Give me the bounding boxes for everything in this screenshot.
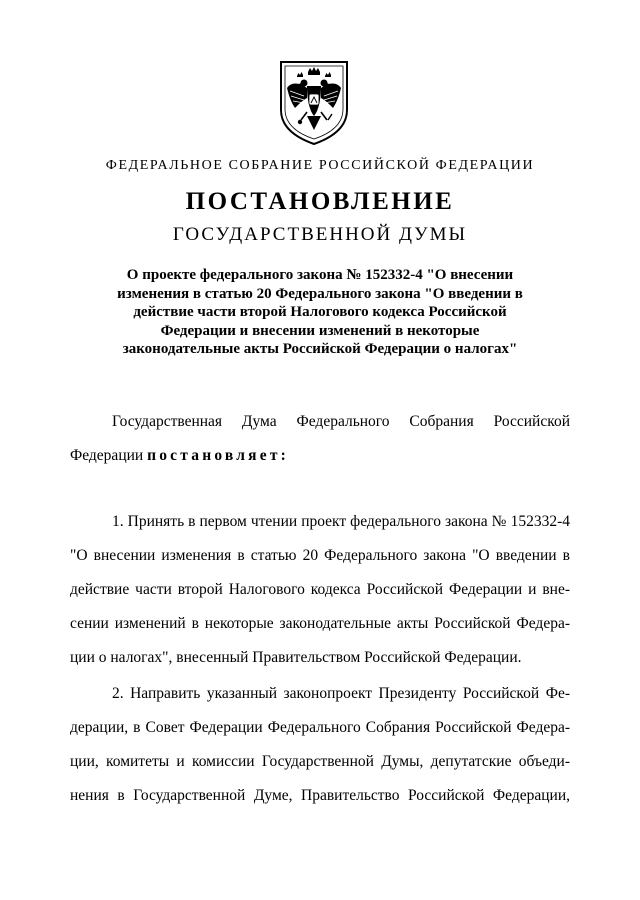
paragraph1-line: действие части второй Налогового кодекса Российской Федерации и вне- xyxy=(70,581,570,598)
paragraph2-line: ции, комитеты и комиссии Государственной Думы, депутатские объеди- xyxy=(70,753,570,770)
organization-name: ФЕДЕРАЛЬНОЕ СОБРАНИЕ РОССИЙСКОЙ ФЕДЕРАЦИИ xyxy=(105,158,535,173)
paragraph1-line: "О внесении изменения в статью 20 Федерального закона "О введении в xyxy=(70,547,570,564)
preamble-line xyxy=(70,446,570,466)
coat-of-arms-emblem xyxy=(277,58,351,146)
heading-line: Федерации и внесении изменений в некоторые xyxy=(160,322,480,339)
heading-line: изменения в статью 20 Федерального закона "О введении в xyxy=(117,285,523,302)
heading-line: действие части второй Налогового кодекса Российской xyxy=(133,304,507,320)
document-type: ПОСТАНОВЛЕНИЕ xyxy=(185,188,455,215)
paragraph1-line: 1. Принять в первом чтении проект федерального закона № 152332-4 xyxy=(112,513,570,530)
paragraph1-line: сении изменений в некоторые законодательные акты Российской Федера- xyxy=(70,615,570,632)
paragraph2-line: 2. Направить указанный законопроект Президенту Российской Фе- xyxy=(112,685,570,702)
paragraph2-line: дерации, в Совет Федерации Федерального Собрания Российской Федера- xyxy=(70,719,570,736)
preamble-text: Федерации xyxy=(70,447,144,464)
paragraph1-line: ции о налогах", внесенный Правительством Российской Федерации. xyxy=(70,649,522,666)
preamble-line: Государственная Дума Федерального Собрания Российской xyxy=(112,413,570,430)
heading-line: законодательные акты Российской Федерации о налогах" xyxy=(122,341,518,357)
document-issuer: ГОСУДАРСТВЕННОЙ ДУМЫ xyxy=(172,224,468,245)
resolution-heading xyxy=(96,266,544,359)
paragraph2-line: нения в Государственной Думе, Правительство Российской Федерации, xyxy=(70,787,570,804)
preamble-emphasis: постановляет: xyxy=(147,447,289,464)
heading-line: О проекте федерального закона № 152332-4 "О внесении xyxy=(126,267,514,283)
